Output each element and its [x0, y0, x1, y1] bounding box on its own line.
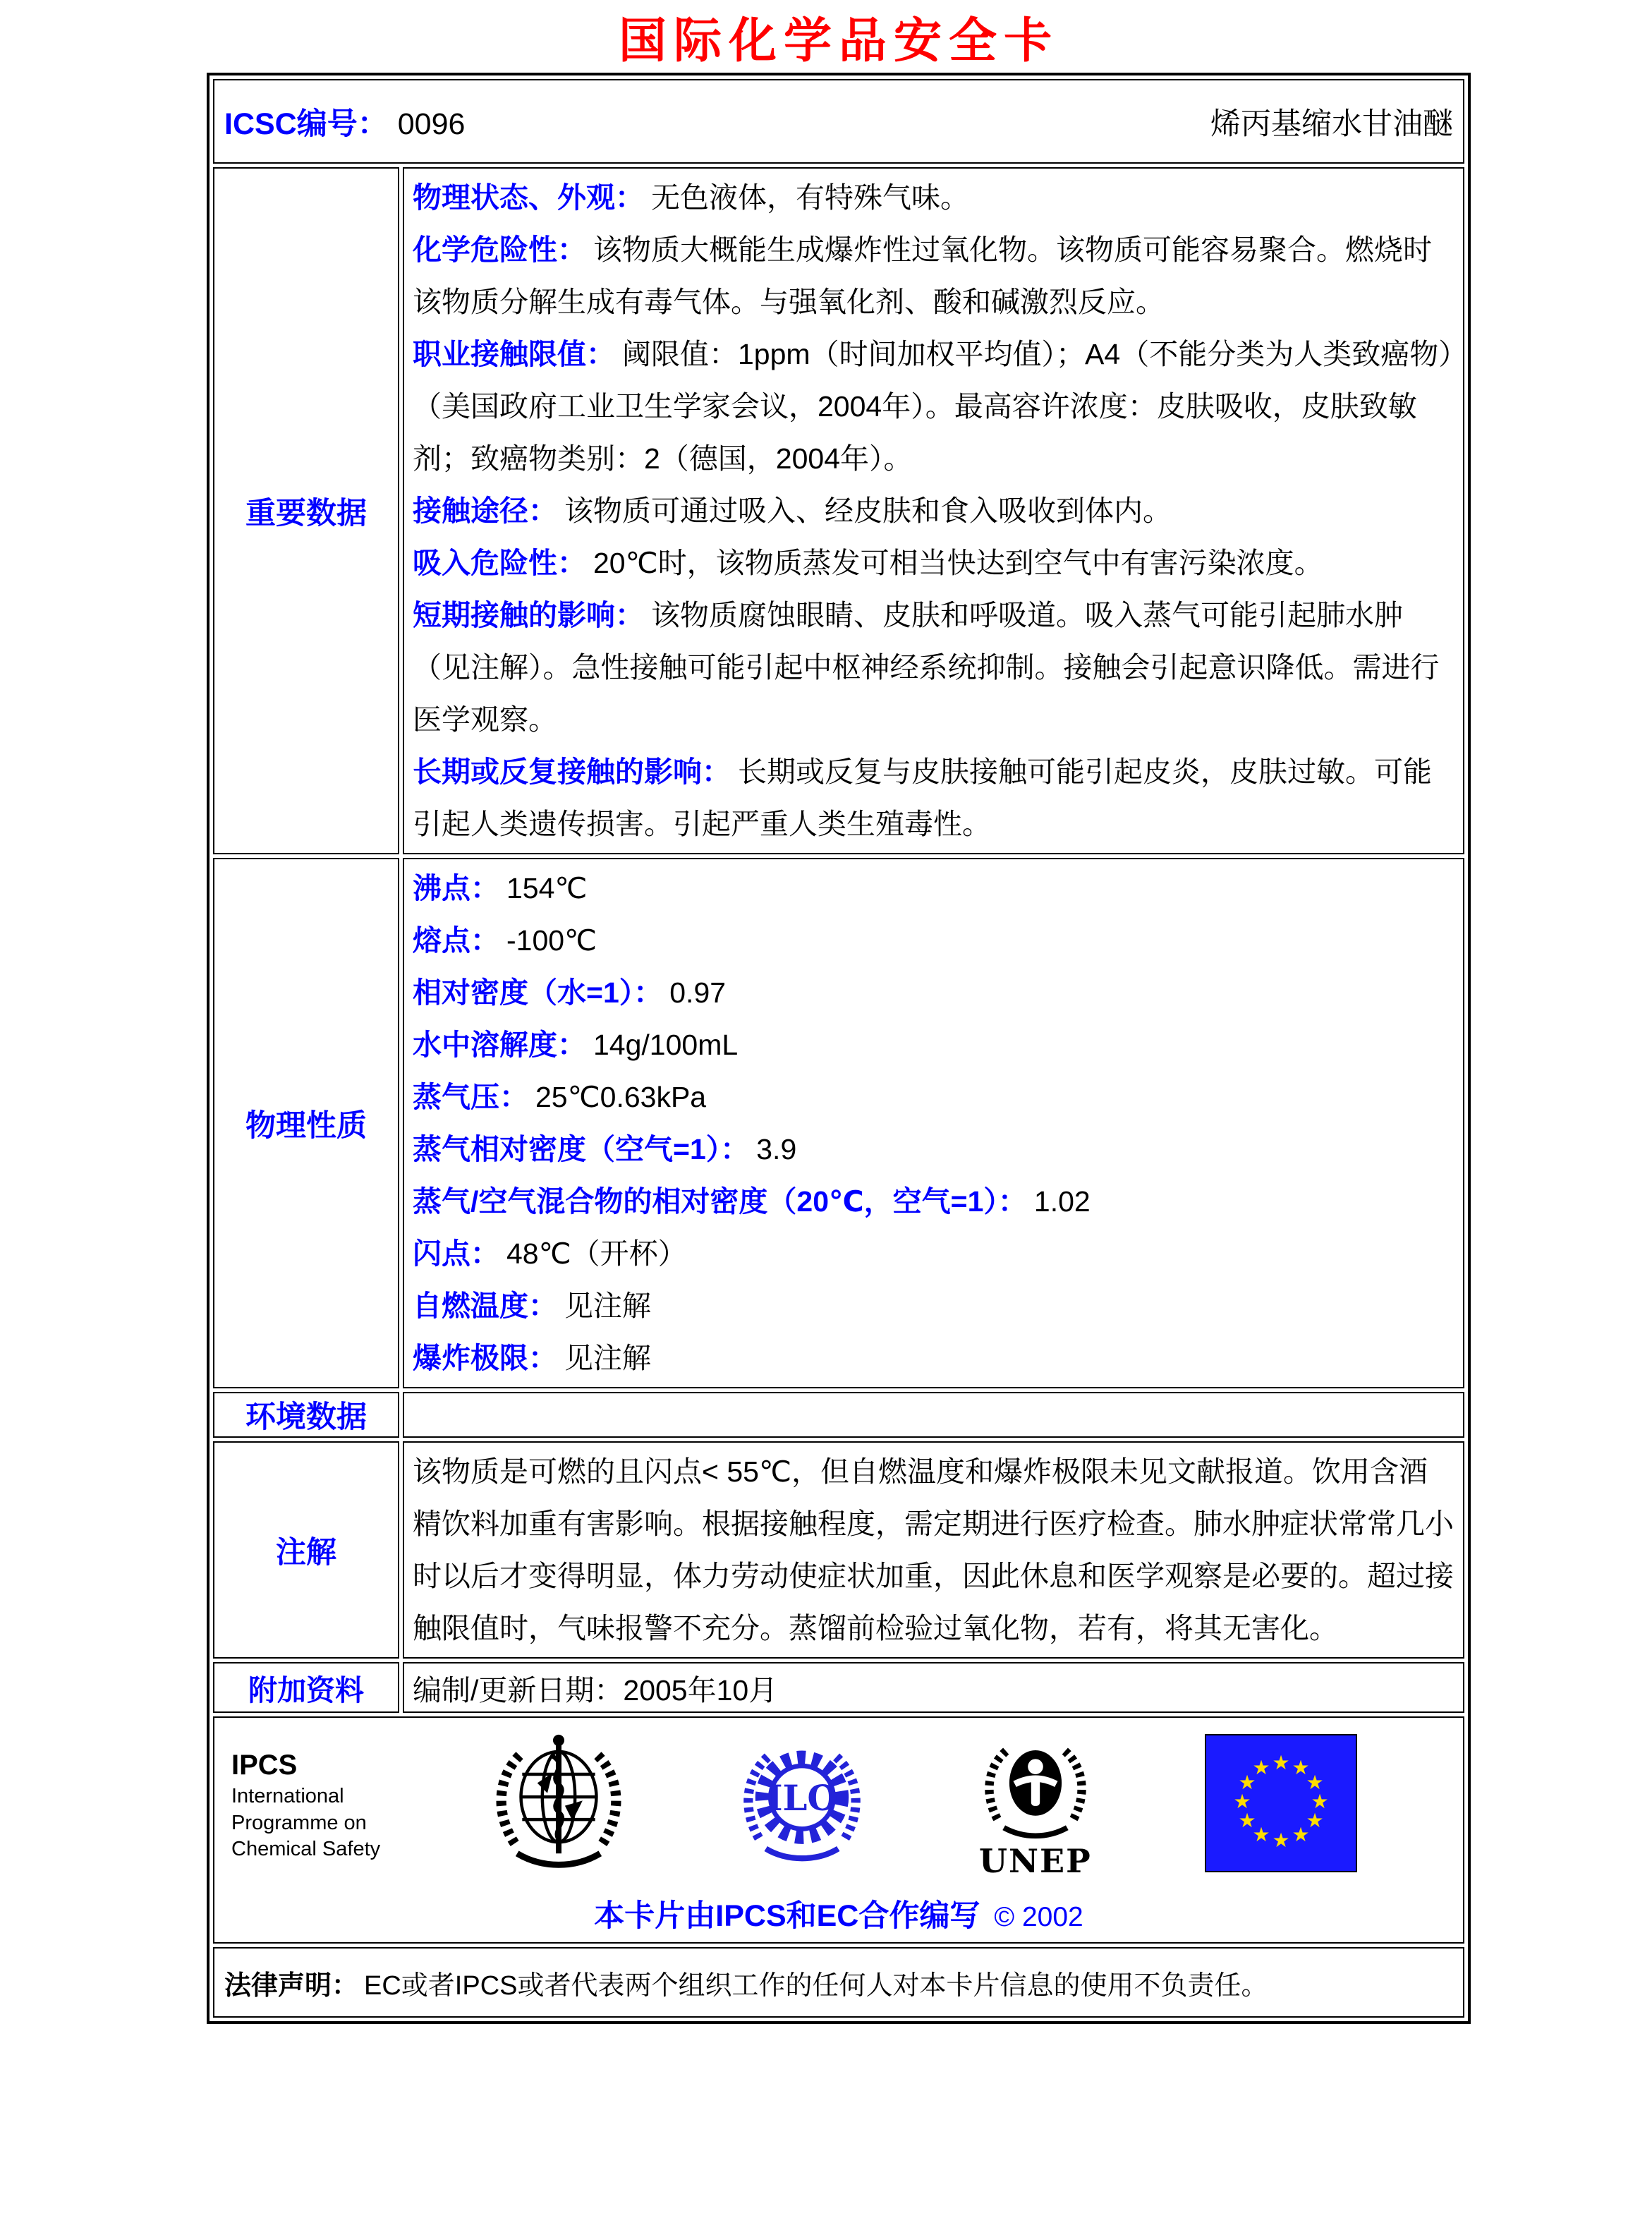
physical-property: [413, 1280, 1454, 1332]
physical-property: [413, 862, 1454, 914]
property-label: 蒸气相对密度（空气=1）：: [413, 1133, 750, 1165]
notes-row-label: 注解: [213, 1441, 399, 1659]
physical-property: [413, 1123, 1454, 1175]
additional-info-content: [403, 1662, 1464, 1713]
item-text: 该物质大概能生成爆炸性过氧化物。该物质可能容易聚合。燃烧时该物质分解生成有毒气体。与强氧化剂、酸和碱激烈反应。: [413, 234, 1432, 318]
item-label: 吸入危险性：: [413, 547, 586, 579]
important-data-item: [413, 328, 1454, 485]
important-data-item: [413, 224, 1454, 328]
important-data-item: [413, 171, 1454, 224]
additional-info-row: [213, 1662, 1464, 1713]
update-date-value: 2005年10月: [623, 1673, 778, 1707]
property-value: 48℃（开杯）: [506, 1237, 687, 1270]
notes-row: [213, 1441, 1464, 1659]
svg-text:★: ★: [1292, 1756, 1310, 1779]
physical-property: [413, 1175, 1454, 1228]
svg-text:★: ★: [1252, 1756, 1270, 1779]
who-logo-icon: [490, 1728, 628, 1882]
unep-logo-block: [976, 1730, 1095, 1880]
svg-text:★: ★: [1272, 1751, 1290, 1774]
item-label: 长期或反复接触的影响：: [413, 756, 731, 788]
property-label: 蒸气压：: [413, 1081, 528, 1113]
eu-flag-icon: [1205, 1734, 1357, 1876]
legal-text: EC或者IPCS或者代表两个组织工作的任何人对本卡片信息的使用不负责任。: [364, 1970, 1268, 2001]
legal-label: 法律声明：: [224, 1970, 359, 2001]
copyright-text: © 2002: [994, 1902, 1083, 1932]
important-data-row: [213, 167, 1464, 854]
property-value: 3.9: [756, 1133, 797, 1165]
important-data-item: [413, 485, 1454, 537]
unep-logo-text: UNEP: [978, 1842, 1092, 1880]
important-data-row-label: 重要数据: [213, 167, 399, 854]
svg-text:★: ★: [1252, 1823, 1270, 1846]
item-label: 接触途径：: [413, 495, 557, 527]
important-data-item: [413, 746, 1454, 850]
property-value: -100℃: [506, 924, 597, 957]
svg-text:★: ★: [1233, 1790, 1251, 1813]
item-label: 化学危险性：: [413, 234, 586, 266]
property-label: 蒸气/空气混合物的相对密度（20℃，空气=1）：: [413, 1185, 1027, 1218]
item-text: 该物质腐蚀眼睛、皮肤和呼吸道。吸入蒸气可能引起肺水肿（见注解）。急性接触可能引起中枢神经系统抑制。接触会引起意识降低。需进行医学观察。: [413, 599, 1440, 736]
icsc-number-label: ICSC编号：: [224, 107, 388, 141]
ipcs-subtitle-line: Programme on: [231, 1811, 367, 1834]
svg-text:★: ★: [1272, 1829, 1290, 1852]
property-value: 1.02: [1033, 1185, 1091, 1218]
property-label: 爆炸极限：: [413, 1342, 557, 1374]
update-date-label: 编制/更新日期：: [413, 1673, 624, 1707]
item-label: 物理状态、外观：: [413, 181, 644, 214]
property-label: 相对密度（水=1）：: [413, 976, 663, 1009]
credit-line: [229, 1892, 1449, 1935]
property-label: 熔点：: [413, 924, 499, 957]
svg-text:★: ★: [1306, 1771, 1324, 1794]
svg-text:★: ★: [1311, 1790, 1329, 1813]
property-label: 自燃温度：: [413, 1290, 557, 1322]
logos-cell: [213, 1716, 1464, 1944]
item-label: 短期接触的影响：: [413, 599, 644, 631]
icsc-card-table: [207, 73, 1471, 2024]
header-row: [213, 79, 1464, 164]
svg-text:★: ★: [1238, 1809, 1256, 1832]
notes-text: 该物质是可燃的且闪点< 55℃，但自燃温度和爆炸极限未见文献报道。饮用含酒精饮料加重有害影响。根据接触程度，需定期进行医疗检查。肺水肿症状常常几小时以后才变得明显，体力劳动使症状加重，因此休息和医学观察是必要的。超过接触限值时，气味报警不充分。蒸馏前检验过氧化物，若有，将其无害化。: [413, 1455, 1454, 1644]
physical-property: [413, 914, 1454, 966]
environmental-data-row-label: 环境数据: [213, 1392, 399, 1438]
item-text: 无色液体，有特殊气味。: [651, 181, 969, 214]
item-text: 长期或反复与皮肤接触可能引起皮炎，皮肤过敏。可能引起人类遗传损害。引起严重人类生殖毒性。: [413, 756, 1432, 840]
chemical-name: 烯丙基缩水甘油醚: [1210, 107, 1453, 141]
important-data-content: [403, 167, 1464, 854]
ipcs-subtitle-line: Chemical Safety: [231, 1838, 381, 1861]
property-label: 水中溶解度：: [413, 1029, 586, 1061]
property-label: 闪点：: [413, 1237, 499, 1270]
property-value: 154℃: [506, 872, 588, 904]
important-data-item: [413, 589, 1454, 746]
important-data-item: [413, 537, 1454, 589]
icsc-number-group: [224, 100, 465, 143]
svg-text:★: ★: [1292, 1823, 1310, 1846]
property-value: 14g/100mL: [593, 1029, 739, 1061]
svg-text:★: ★: [1238, 1771, 1256, 1794]
physical-property: [413, 1332, 1454, 1384]
environmental-data-row: [213, 1392, 1464, 1438]
additional-info-row-label: 附加资料: [213, 1662, 399, 1713]
item-text: 该物质可通过吸入、经皮肤和食入吸收到体内。: [564, 495, 1172, 527]
item-label: 职业接触限值：: [413, 338, 615, 370]
physical-property: [413, 1019, 1454, 1071]
ilo-logo-text: ILO: [765, 1776, 838, 1819]
ipcs-text-block: [231, 1747, 380, 1863]
item-text: 阈限值：1ppm（时间加权平均值）；A4（不能分类为人类致癌物）（美国政府工业卫生学家会议，2004年）。最高容许浓度：皮肤吸收，皮肤致敏剂；致癌物类别：2（德国，2004年）。: [413, 338, 1453, 475]
icsc-number-value: 0096: [397, 107, 466, 141]
page-title: 国际化学品安全卡: [618, 13, 1059, 69]
property-value: 见注解: [564, 1342, 651, 1374]
property-value: 0.97: [669, 976, 727, 1009]
physical-properties-content: [403, 858, 1464, 1388]
property-value: 见注解: [564, 1290, 651, 1322]
ipcs-title: IPCS: [231, 1749, 298, 1781]
physical-property: [413, 1228, 1454, 1280]
property-label: 沸点：: [413, 872, 499, 904]
legal-row: [213, 1947, 1464, 2018]
credit-text: 本卡片由IPCS和EC合作编写: [594, 1899, 980, 1933]
logos-row: [213, 1716, 1464, 1944]
item-text: 20℃时，该物质蒸发可相当快达到空气中有害污染浓度。: [593, 547, 1323, 579]
environmental-data-content: [403, 1392, 1464, 1438]
physical-property: [413, 966, 1454, 1019]
physical-property: [413, 1071, 1454, 1123]
physical-properties-row: [213, 858, 1464, 1388]
notes-content: [403, 1441, 1464, 1659]
ipcs-subtitle-line: International: [231, 1784, 344, 1807]
physical-properties-row-label: 物理性质: [213, 858, 399, 1388]
legal-cell: [213, 1947, 1464, 2018]
header-cell: [213, 79, 1464, 164]
property-value: 25℃0.63kPa: [535, 1081, 707, 1113]
ilo-logo-icon: [738, 1731, 866, 1879]
svg-text:★: ★: [1306, 1809, 1324, 1832]
